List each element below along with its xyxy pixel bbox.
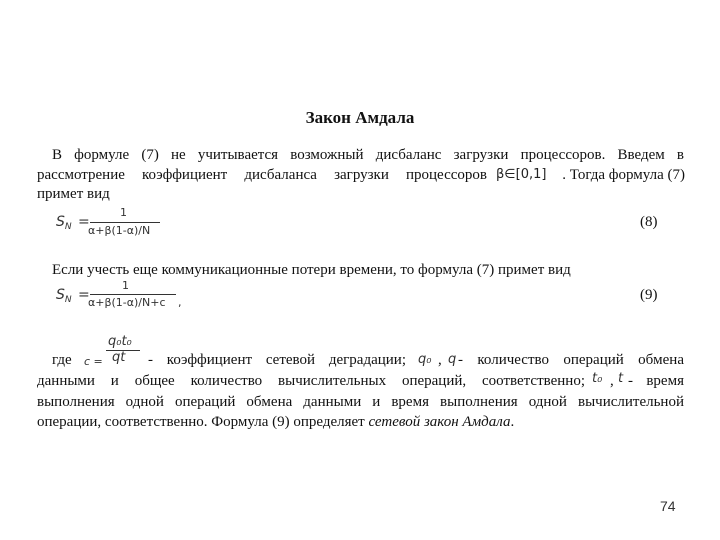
slide-title: Закон Амдала [305, 108, 415, 127]
formula8-denominator: α+β(1-α)/N [88, 224, 151, 237]
q0-comma: , [438, 352, 442, 368]
formula8-numerator: 1 [120, 206, 127, 219]
gde-word: где [52, 352, 72, 368]
formula9-numerator: 1 [122, 279, 129, 292]
formula9-trailing-comma: , [178, 296, 182, 309]
c-eq: c = [84, 355, 103, 368]
paragraph2-line1: Если учесть еще коммуникационные потери времени, то формула (7) примет вид [52, 262, 571, 278]
paragraph1-line2: рассмотрение коэффициент дисбаланса загрузки процессоров [37, 167, 487, 183]
paragraph3-line1-b: - количество операций обмена [458, 352, 684, 368]
formula8-lhs: $S_N$ [56, 214, 72, 232]
formula8-fraction-line [90, 222, 160, 223]
t-symbol: t [618, 371, 624, 386]
formula8-number: (8) [640, 214, 658, 230]
paragraph1-line2-end: . Тогда формула (7) [562, 167, 685, 183]
q-symbol: q [448, 352, 457, 367]
beta-range: β∈[0,1] [496, 167, 547, 182]
c-numerator: q₀t₀ [108, 334, 132, 349]
paragraph3-line3: выполнения одной операций обмена данными и время выполнения одной вычислительной [37, 394, 684, 410]
formula9-lhs: $S_N$ [56, 287, 72, 305]
paragraph1-line3: примет вид [37, 186, 110, 202]
paragraph3-line4: операции, соответственно. Формула (9) определяет сетевой закон Амдала. [37, 414, 515, 430]
paragraph3-line1-a: - коэффициент сетевой деградации; [148, 352, 406, 368]
c-denominator: qt [112, 350, 126, 365]
paragraph1-line1: В формуле (7) не учитывается возможный дисбаланс загрузки процессоров. Введем в [52, 147, 684, 163]
formula9-fraction-line [90, 294, 176, 295]
paragraph3-line2-a: данными и общее количество вычислительных операций, соответственно; [37, 373, 585, 389]
q0-symbol: q₀ [418, 352, 432, 367]
formula9-denominator: α+β(1-α)/N+c [88, 296, 166, 309]
emphasis-network-amdahl-law: сетевой закон Амдала [368, 414, 511, 430]
page-number: 74 [660, 498, 676, 514]
formula9-number: (9) [640, 287, 658, 303]
paragraph3-line2-b: - время [628, 373, 684, 389]
t0-comma: , [610, 373, 614, 389]
formula9-eq: = [78, 287, 90, 303]
formula8-eq: = [78, 214, 90, 230]
t0-symbol: t₀ [592, 371, 603, 386]
